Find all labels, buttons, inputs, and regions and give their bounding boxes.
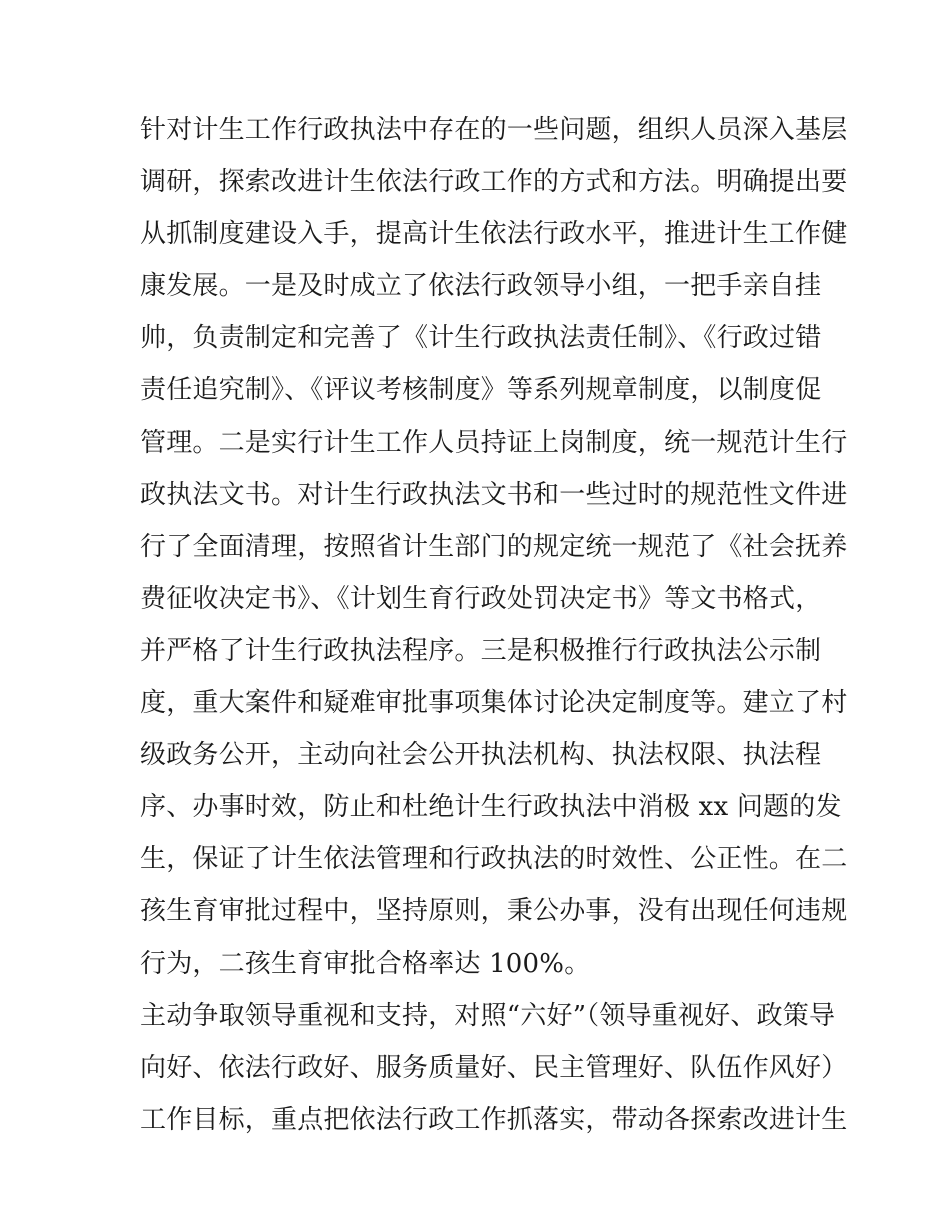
text-line: 度，重大案件和疑难审批事项集体讨论决定制度等。建立了村: [140, 688, 848, 719]
text-line: 管理。二是实行计生工作人员持证上岗制度，统一规范计生行: [140, 427, 848, 458]
text-line: 级政务公开，主动向社会公开执法机构、执法权限、执法程: [140, 740, 822, 771]
text-line: 序、办事时效，防止和杜绝计生行政执法中消极 xx 问题的发: [140, 792, 842, 823]
text-line: 帅，负责制定和完善了《计生行政执法责任制》、《行政过错: [140, 323, 822, 354]
text-line: 向好、依法行政好、服务质量好、民主管理好、队伍作风好）: [140, 1052, 848, 1083]
text-line: 调研，探索改进计生依法行政工作的方式和方法。明确提出要: [140, 167, 848, 198]
text-line: 生，保证了计生依法管理和行政执法的时效性、公正性。在二: [140, 844, 848, 875]
text-line: 康发展。一是及时成立了依法行政领导小组，一把手亲自挂: [140, 271, 822, 302]
body-text: [140, 104, 848, 1146]
text-line: 工作目标，重点把依法行政工作抓落实，带动各探索改进计生: [140, 1104, 848, 1135]
text-line: 并严格了计生行政执法程序。三是积极推行行政执法公示制: [140, 635, 822, 666]
text-line: 政执法文书。对计生行政执法文书和一些过时的规范性文件进: [140, 479, 848, 510]
text-line: 行为，二孩生育审批合格率达 100%。: [140, 948, 591, 979]
text-line: 行了全面清理，按照省计生部门的规定统一规范了《社会抚养: [140, 531, 848, 562]
text-line: 针对计生工作行政执法中存在的一些问题，组织人员深入基层: [140, 115, 848, 145]
text-line: 从抓制度建设入手，提高计生依法行政水平，推进计生工作健: [140, 219, 848, 250]
text-line: 责任追究制》、《评议考核制度》等系列规章制度，以制度促: [140, 375, 822, 406]
text-line: 主动争取领导重视和支持，对照“六好”（领导重视好、政策导: [140, 1000, 836, 1031]
text-line: 孩生育审批过程中，坚持原则，秉公办事，没有出现任何违规: [140, 896, 848, 927]
text-line: 费征收决定书》、《计划生育行政处罚决定书》等文书格式，: [140, 583, 822, 614]
